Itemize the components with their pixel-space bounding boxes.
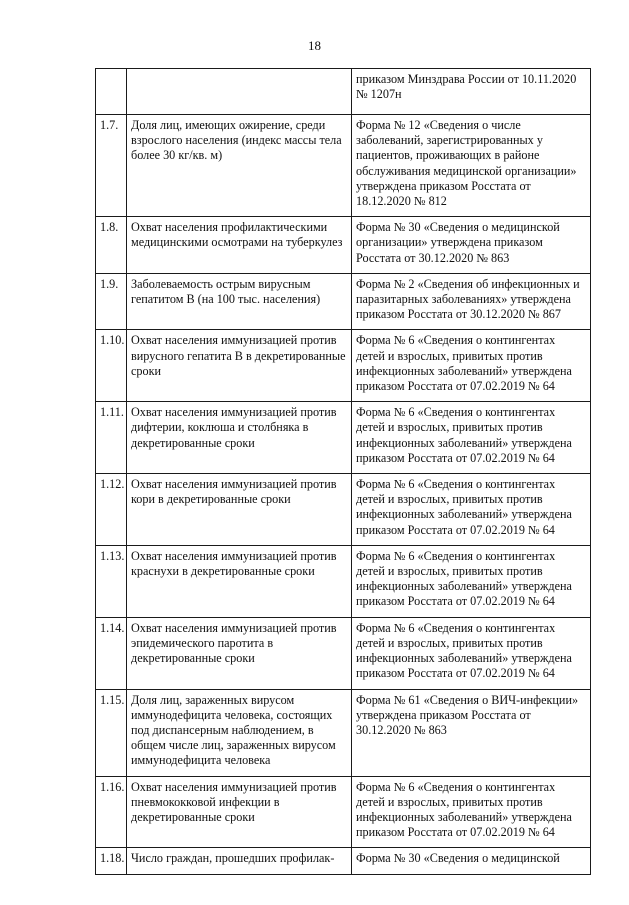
row-number (96, 69, 127, 115)
indicator-cell: Число граждан, прошедших профилак- (127, 848, 352, 874)
indicator-cell: Охват населения иммунизацией против дифтерии, коклюша и столбняка в декретированные сроки (127, 402, 352, 474)
row-number: 1.8. (96, 217, 127, 274)
table-row (96, 474, 591, 546)
table-row (96, 330, 591, 402)
table-row (96, 217, 591, 274)
row-number: 1.7. (96, 115, 127, 217)
row-number: 1.13. (96, 545, 127, 617)
source-cell: Форма № 2 «Сведения об инфекционных и паразитарных заболеваниях» утверждена приказом Росстата от 30.12.2020 № 867 (352, 273, 591, 330)
source-cell: Форма № 30 «Сведения о медицинской (352, 848, 591, 874)
source-cell: Форма № 12 «Сведения о числе заболеваний, зарегистрированных у пациентов, проживающих в районе обслуживания медицинской организации» утверждена приказом Росстата от 18.12.2020 № 812 (352, 115, 591, 217)
table-row (96, 545, 591, 617)
row-number: 1.11. (96, 402, 127, 474)
source-cell: приказом Минздрава России от 10.11.2020 № 1207н (352, 69, 591, 115)
indicator-cell: Заболеваемость острым вирусным гепатитом В (на 100 тыс. населения) (127, 273, 352, 330)
indicators-table (95, 68, 591, 875)
indicator-cell: Охват населения иммунизацией против краснухи в декретированные сроки (127, 545, 352, 617)
source-cell: Форма № 6 «Сведения о контингентах детей и взрослых, привитых против инфекционных заболеваний» утверждена приказом Росстата от 07.02.2019 № 64 (352, 617, 591, 689)
indicator-cell: Доля лиц, имеющих ожирение, среди взрослого населения (индекс массы тела более 30 кг/кв. м) (127, 115, 352, 217)
source-cell: Форма № 61 «Сведения о ВИЧ-инфекции» утверждена приказом Росстата от 30.12.2020 № 863 (352, 689, 591, 776)
table-row (96, 689, 591, 776)
table-row (96, 69, 591, 115)
source-cell: Форма № 6 «Сведения о контингентах детей и взрослых, привитых против инфекционных заболеваний» утверждена приказом Росстата от 07.02.2019 № 64 (352, 330, 591, 402)
indicator-cell: Охват населения профилактическими медицинскими осмотрами на туберкулез (127, 217, 352, 274)
source-cell: Форма № 6 «Сведения о контингентах детей и взрослых, привитых против инфекционных заболеваний» утверждена приказом Росстата от 07.02.2019 № 64 (352, 402, 591, 474)
indicator-cell (127, 69, 352, 115)
table-row (96, 273, 591, 330)
row-number: 1.15. (96, 689, 127, 776)
table-row (96, 776, 591, 848)
table-row (96, 848, 591, 874)
source-cell: Форма № 30 «Сведения о медицинской организации» утверждена приказом Росстата от 30.12.2020 № 863 (352, 217, 591, 274)
row-number: 1.10. (96, 330, 127, 402)
table-row (96, 115, 591, 217)
page-number: 18 (308, 38, 321, 53)
indicator-cell: Охват населения иммунизацией против кори в декретированные сроки (127, 474, 352, 546)
row-number: 1.16. (96, 776, 127, 848)
row-number: 1.14. (96, 617, 127, 689)
indicator-cell: Охват населения иммунизацией против эпидемического паротита в декретированные сроки (127, 617, 352, 689)
source-cell: Форма № 6 «Сведения о контингентах детей и взрослых, привитых против инфекционных заболеваний» утверждена приказом Росстата от 07.02.2019 № 64 (352, 776, 591, 848)
row-number: 1.9. (96, 273, 127, 330)
row-number: 1.12. (96, 474, 127, 546)
row-number: 1.18. (96, 848, 127, 874)
indicator-cell: Доля лиц, зараженных вирусом иммунодефицита человека, состоящих под диспансерным наблюдением, в общем числе лиц, зараженных вирусом иммунодефицита человека (127, 689, 352, 776)
source-cell: Форма № 6 «Сведения о контингентах детей и взрослых, привитых против инфекционных заболеваний» утверждена приказом Росстата от 07.02.2019 № 64 (352, 545, 591, 617)
table-row (96, 402, 591, 474)
source-cell: Форма № 6 «Сведения о контингентах детей и взрослых, привитых против инфекционных заболеваний» утверждена приказом Росстата от 07.02.2019 № 64 (352, 474, 591, 546)
indicator-cell: Охват населения иммунизацией против вирусного гепатита В в декретированные сроки (127, 330, 352, 402)
indicator-cell: Охват населения иммунизацией против пневмококковой инфекции в декретированные сроки (127, 776, 352, 848)
table-row (96, 617, 591, 689)
